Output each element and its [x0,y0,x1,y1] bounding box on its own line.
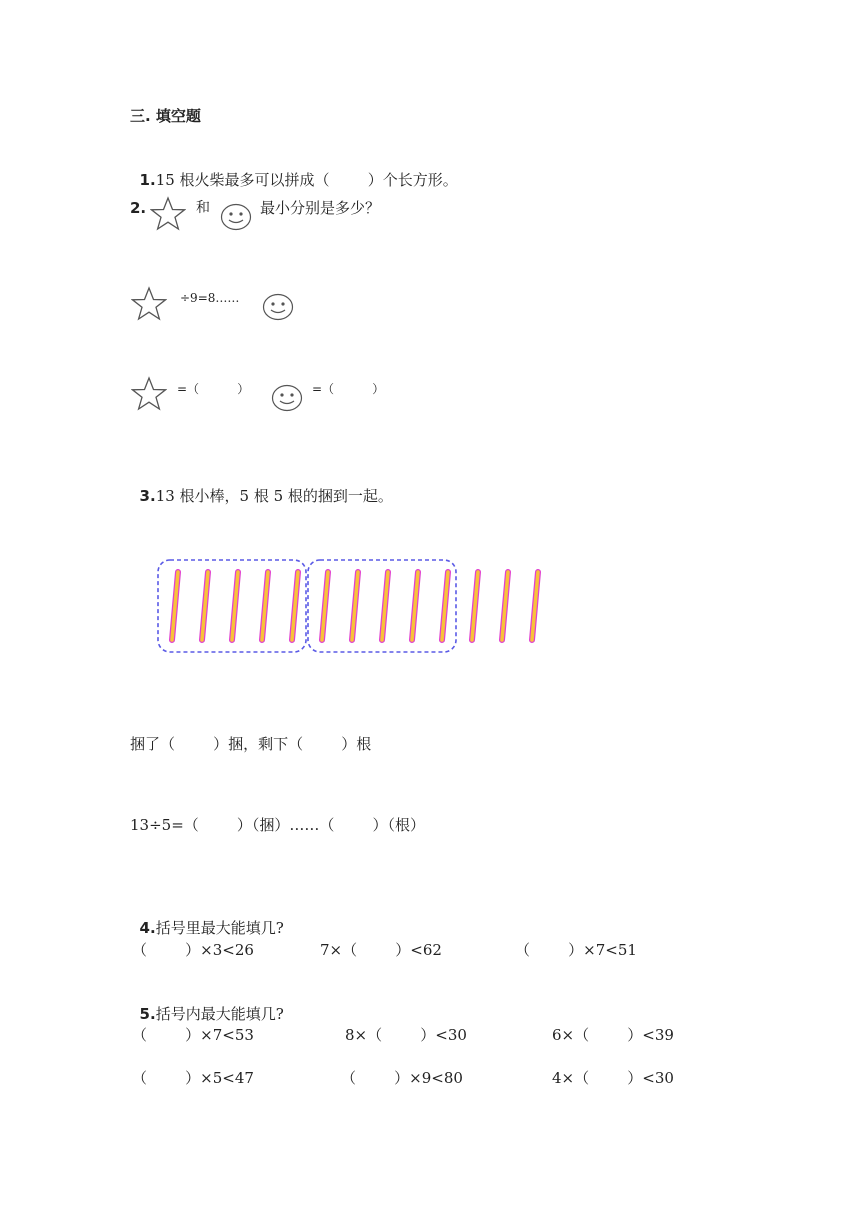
smiley-answer: =（ ） [312,382,385,396]
smiley-icon [262,293,294,321]
equation-text: ÷9=8…… [180,291,240,305]
q5-item: （ ）×7<53 [132,1026,254,1044]
stick [532,572,538,640]
section-title: 三. 填空题 [130,107,201,125]
question-2-text: 最小分别是多少？ [260,199,381,217]
question-number: 1. [139,171,156,189]
smiley-icon [271,384,303,412]
q5-item: （ ）×5<47 [132,1069,254,1087]
stick [352,572,358,640]
q5-item: 4×（ ）<30 [552,1069,674,1087]
question-3 [130,466,393,506]
question-1 [130,150,458,190]
q5-item: （ ）×9<80 [341,1069,463,1087]
question-title: 括号里最大能填几? [155,919,284,937]
question-2-number: 2. [130,199,147,217]
stick [202,572,208,640]
smiley-icon [220,203,252,231]
stick [442,572,448,640]
question-5 [130,984,284,1024]
stick [172,572,178,640]
q5-item: 8×（ ）<30 [345,1026,467,1044]
question-text: 13 根小棒，5 根 5 根的捆到一起。 [155,487,393,505]
and-text: 和 [196,200,210,216]
stick [472,572,478,640]
stick [322,572,328,640]
q5-item: 6×（ ）<39 [552,1026,674,1044]
sticks-illustration [150,552,570,662]
star-icon [150,196,186,232]
question-number: 5. [139,1005,156,1023]
stick [412,572,418,640]
stick [292,572,298,640]
stick [232,572,238,640]
question-number: 3. [139,487,156,505]
star-icon [131,376,167,412]
question-text: 15 根火柴最多可以拼成（ ）个长方形。 [155,171,458,189]
q4-item: （ ）×7<51 [515,941,637,959]
stick [262,572,268,640]
q4-item: 7×（ ）<62 [320,941,442,959]
q4-item: （ ）×3<26 [132,941,254,959]
stick [382,572,388,640]
question-title: 括号内最大能填几? [155,1005,284,1023]
question-4 [130,898,284,938]
bundle-line: 捆了（ ）捆，剩下（ ）根 [130,735,372,753]
division-line: 13÷5=（ ）（捆）……（ ）（根） [130,816,426,834]
question-number: 4. [139,919,156,937]
star-icon [131,286,167,322]
star-answer: =（ ） [177,382,250,396]
stick [502,572,508,640]
